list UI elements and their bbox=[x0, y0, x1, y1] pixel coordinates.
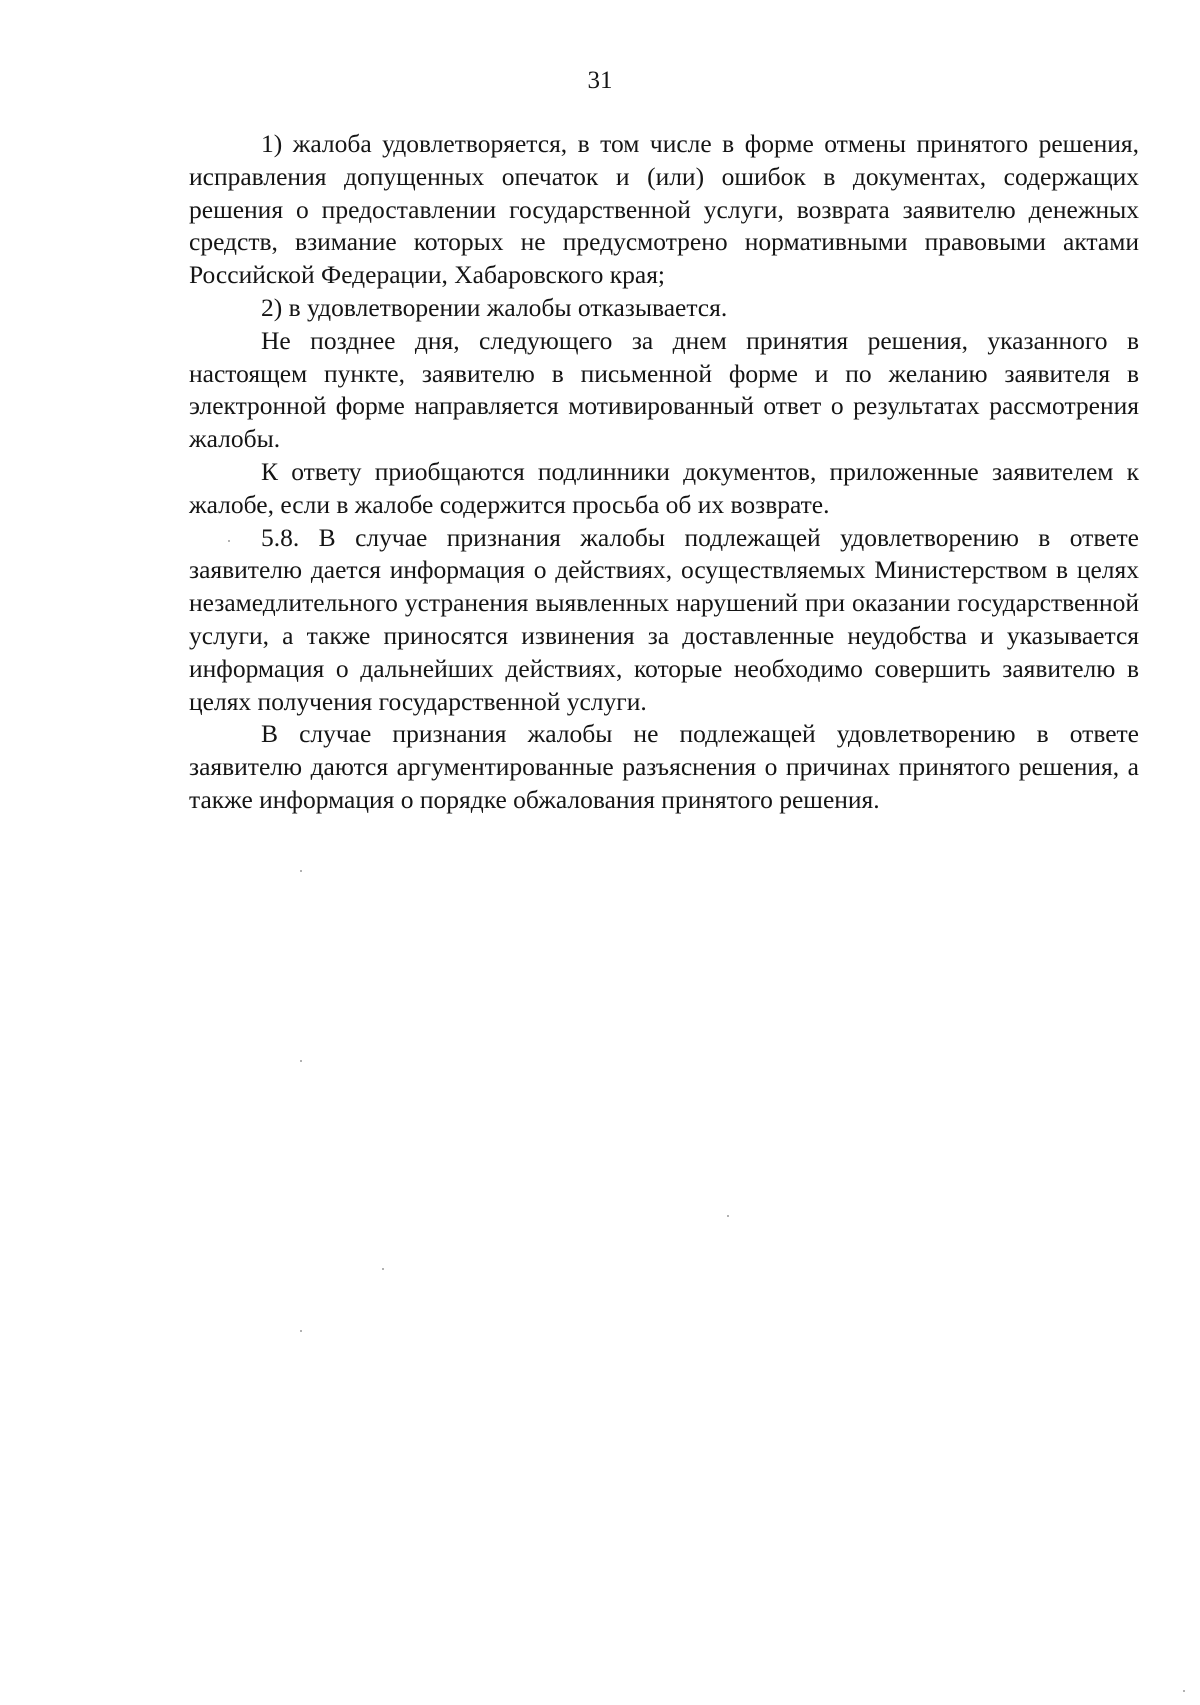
scan-speck bbox=[382, 1268, 384, 1270]
paragraph-section-5-8: 5.8. В случае признания жалобы подлежащей удовлетворению в ответе заявителю дается информация о действиях, осуществляемых Министерством в целях незамедлительного устранения выявленных нарушений при оказании государственной услуги, а также приносятся извинения за доставленные неудобства и указывается информация о дальнейших действиях, которые необходимо совершить заявителю в целях получения государственной услуги. bbox=[189, 522, 1139, 716]
paragraph-response-deadline: Не позднее дня, следующего за днем принятия решения, указанного в настоящем пункте, заявителю в письменной форме и по желанию заявителя в электронной форме направляется мотивированный ответ о результатах рассмотрения жалобы. bbox=[189, 325, 1139, 454]
scan-speck bbox=[228, 540, 230, 542]
scan-speck bbox=[300, 1060, 302, 1062]
paragraph-not-satisfied-explanation: В случае признания жалобы не подлежащей удовлетворению в ответе заявителю даются аргументированные разъяснения о причинах принятого решения, а также информация о порядке обжалования принятого решения. bbox=[189, 719, 1139, 814]
scan-speck bbox=[727, 1215, 729, 1217]
scan-speck bbox=[300, 870, 302, 872]
scan-speck bbox=[1183, 1690, 1185, 1692]
document-body bbox=[189, 128, 1139, 817]
scan-speck bbox=[300, 1330, 302, 1332]
paragraph-complaint-satisfied: 1) жалоба удовлетворяется, в том числе в форме отмены принятого решения, исправления допущенных опечаток и (или) ошибок в документах, содержащих решения о предоставлении государственной услуги, возврата заявителю денежных средств, взимание которых не предусмотрено нормативными правовыми актами Российской Федерации, Хабаровского края; bbox=[189, 129, 1139, 290]
paragraph-complaint-rejected: 2) в удовлетворении жалобы отказывается. bbox=[261, 292, 728, 322]
page-number: 31 bbox=[587, 67, 613, 94]
paragraph-original-documents: К ответу приобщаются подлинники документов, приложенные заявителем к жалобе, если в жалобе содержится просьба об их возврате. bbox=[189, 456, 1139, 519]
